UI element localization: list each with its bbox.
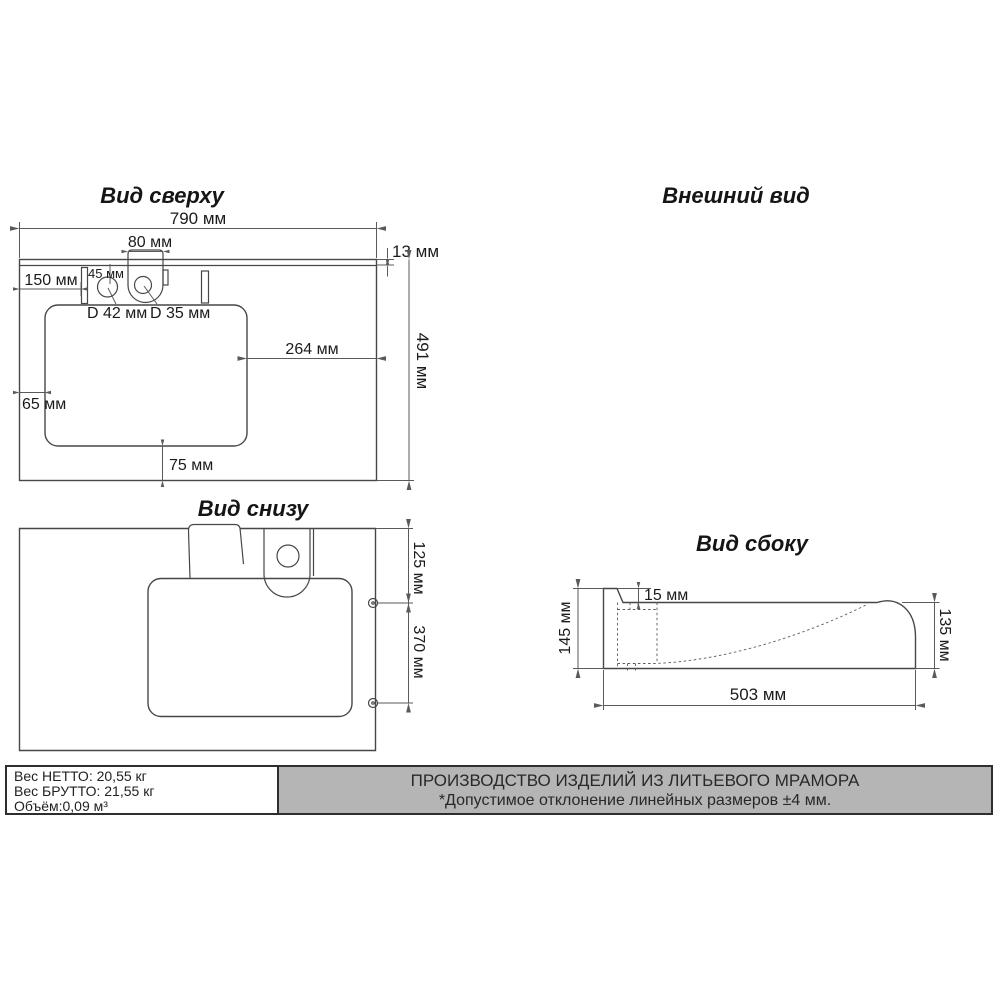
dim-back-height: 145 мм: [557, 601, 574, 655]
title-external-view: Внешний вид: [662, 183, 810, 208]
dim-overall-width: 790 мм: [169, 209, 227, 228]
volume: Объём:0,09 м³: [14, 798, 108, 814]
hidden-bowl-curve: [618, 604, 869, 664]
dim-slot-offset: 150 мм: [24, 272, 78, 289]
dim-hole-spacing: 45 мм: [88, 266, 124, 281]
dim-faucet-width: 80 мм: [127, 234, 173, 251]
countertop-outline: [20, 260, 377, 481]
bottom-view-dimensions: [376, 529, 428, 704]
top-view: [20, 209, 440, 481]
title-bottom-view: Вид снизу: [197, 496, 309, 521]
drain-hole: [277, 545, 299, 567]
dim-insert-offset: 125 мм: [410, 541, 427, 595]
insert-top-center: [372, 602, 374, 604]
title-side-view: Вид сбоку: [696, 531, 808, 556]
spec-footer: [5, 765, 993, 815]
production-line2: *Допустимое отклонение линейных размеров ±4 мм.: [438, 791, 832, 809]
drain-recess: [264, 529, 310, 598]
spec-weights: [7, 767, 279, 813]
dim-bowl-left: 65 мм: [22, 396, 67, 413]
production-line1: ПРОИЗВОДСТВО ИЗДЕЛИЙ ИЗ ЛИТЬЕВОГО МРАМОРА: [410, 770, 860, 790]
dim-splash-height: 15 мм: [644, 587, 689, 604]
hole-d35: [135, 277, 152, 294]
hidden-drain-detail: [630, 603, 638, 610]
ext-bottom-view: [376, 529, 414, 704]
dim-bowl-front: 75 мм: [169, 457, 214, 474]
dim-back-ledge: 13 мм: [392, 242, 440, 261]
weight-gross: Вес БРУТТО: 21,55 кг: [14, 783, 155, 799]
right-mount-slot: [202, 271, 209, 303]
dim-bowl-right: 264 мм: [285, 341, 339, 358]
bowl-outline: [45, 305, 247, 446]
dim-front-height: 135 мм: [936, 608, 953, 662]
left-mount-slot: [82, 268, 88, 304]
production-note: [279, 767, 991, 813]
base-outline: [20, 529, 376, 751]
dim-overall-depth: 491 мм: [413, 332, 432, 390]
dim-hole-d42: D 42 мм: [87, 305, 148, 322]
side-view-dimensions: [557, 587, 953, 710]
hidden-drain-outlet: [628, 664, 636, 671]
bowl-underside-outline: [148, 579, 352, 717]
ext-135: [902, 603, 940, 669]
faucet-platform-outline: [128, 250, 163, 303]
overflow-channel: [188, 525, 243, 579]
bottom-view-outline: [20, 525, 378, 751]
bottom-view: [20, 525, 428, 751]
insert-bottom-center: [372, 702, 374, 704]
leader-d42: [108, 288, 116, 304]
title-top-view: Вид сверху: [100, 183, 224, 208]
side-view: [557, 587, 953, 710]
weight-net: Вес НЕТТО: 20,55 кг: [14, 768, 147, 784]
dim-insert-spacing: 370 мм: [410, 625, 427, 679]
dim-base-length: 503 мм: [729, 685, 787, 704]
dim-hole-d35: D 35 мм: [150, 305, 211, 322]
faucet-platform-tab: [163, 270, 168, 285]
